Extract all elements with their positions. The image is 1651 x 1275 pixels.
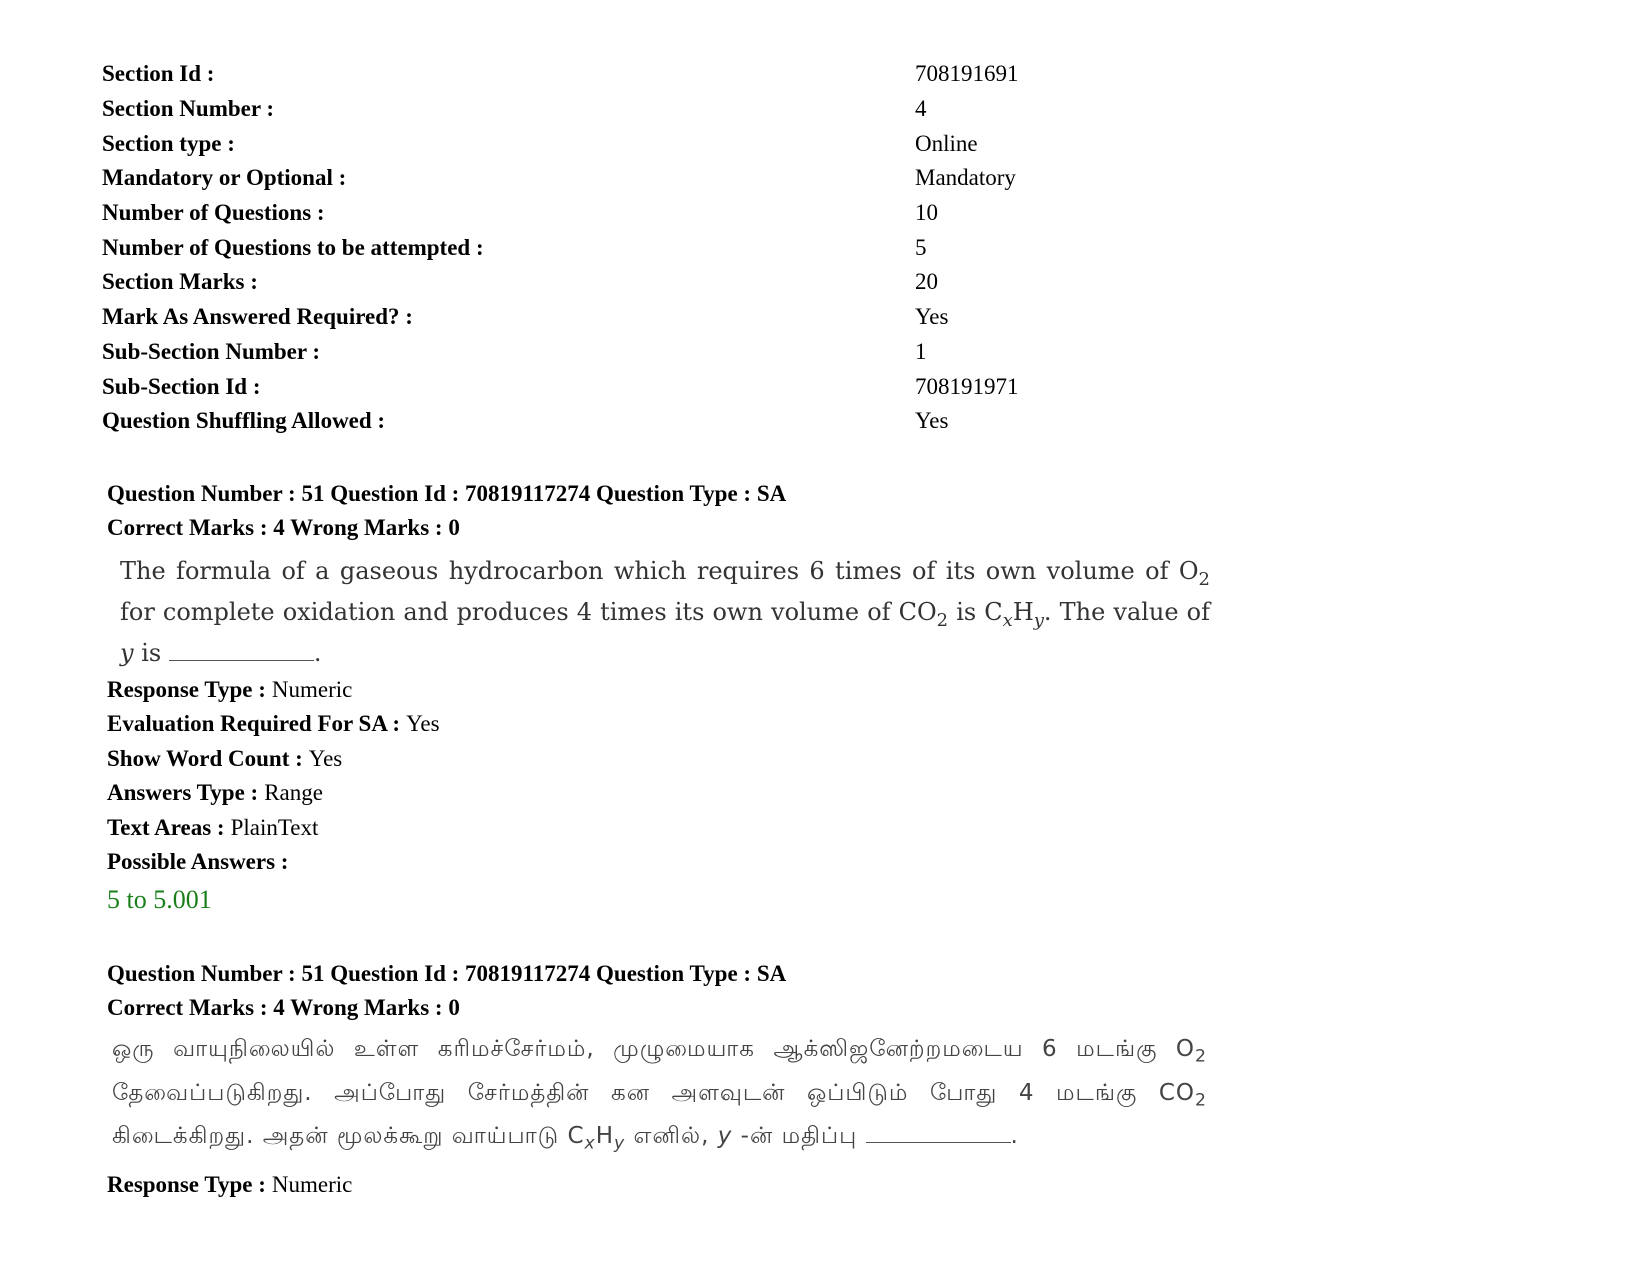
question-text: ஒரு வாயுநிலையில் உள்ள கரிமச்சேர்மம், முழுமையாக ஆக்ஸிஜனேற்றமடைய 6 மடங்கு $O_2$ தேவைப்படுகிறது. அப்போது சேர்மத்தின் கன அளவுடன் ஒப்பிடும் போது 4 மடங்கு $CO_2$ கிடைக்கிறது. அதன் மூலக்கூறு வாய்பாடு $C_xH_y$ எனில், y -ன் மதிப்பு .	[112, 1036, 1207, 1154]
info-label: Section Id :	[102, 61, 215, 87]
detail-row: Show Word Count : Yes	[107, 745, 343, 771]
question-text: The formula of a gaseous hydrocarbon which requires 6 times of its own volume of $O_2$ for complete oxidation and produces 4 times its own volume of $CO_2$ is $C_xH_y$. The value of y is .	[120, 557, 1211, 667]
info-label: Sub-Section Number :	[102, 338, 321, 364]
detail-row: Response Type : Numeric	[107, 676, 353, 702]
section-info-table	[102, 57, 1302, 439]
info-label: Number of Questions to be attempted :	[102, 234, 484, 260]
detail-row: Text Areas : PlainText	[107, 814, 319, 840]
detail-row: Possible Answers :	[107, 849, 289, 875]
info-label: Number of Questions :	[102, 200, 325, 226]
answer-blank	[866, 1122, 1011, 1143]
detail-row: Response Type : Numeric	[107, 1172, 353, 1198]
question-marks: Correct Marks : 4 Wrong Marks : 0	[107, 995, 460, 1020]
question-header: Question Number : 51 Question Id : 70819117274 Question Type : SA	[107, 481, 787, 506]
info-label: Section type :	[102, 130, 235, 156]
detail-row: Evaluation Required For SA : Yes	[107, 711, 440, 737]
info-row	[102, 404, 1302, 439]
info-value: 708191971	[915, 373, 1019, 399]
info-value: 1	[915, 338, 927, 364]
info-row	[102, 57, 1302, 92]
info-label: Mandatory or Optional :	[102, 165, 347, 191]
question-details	[107, 1168, 1207, 1203]
detail-row: Answers Type : Range	[107, 780, 323, 806]
info-value: Online	[915, 130, 978, 156]
question-details	[107, 673, 1210, 920]
info-value: 20	[915, 269, 938, 295]
answer-blank	[169, 640, 314, 661]
info-row	[102, 92, 1302, 127]
info-row	[102, 369, 1302, 404]
info-value: 10	[915, 200, 938, 226]
info-row	[102, 126, 1302, 161]
question-header: Question Number : 51 Question Id : 70819117274 Question Type : SA	[107, 961, 787, 986]
info-label: Question Shuffling Allowed :	[102, 408, 386, 434]
info-value: Yes	[915, 408, 949, 434]
info-label: Section Marks :	[102, 269, 258, 295]
info-label: Mark As Answered Required? :	[102, 304, 413, 330]
info-row	[102, 196, 1302, 231]
info-row	[102, 335, 1302, 370]
info-value: Yes	[915, 304, 949, 330]
question-marks: Correct Marks : 4 Wrong Marks : 0	[107, 515, 460, 540]
info-value: Mandatory	[915, 165, 1016, 191]
info-row	[102, 161, 1302, 196]
possible-answer: 5 to 5.001	[107, 884, 212, 914]
info-value: 708191691	[915, 61, 1019, 87]
question-block-tamil	[107, 957, 1207, 1202]
info-row	[102, 265, 1302, 300]
info-value: 4	[915, 96, 927, 122]
info-row	[102, 300, 1302, 335]
info-value: 5	[915, 234, 927, 260]
question-block-english	[107, 477, 1210, 920]
info-row	[102, 230, 1302, 265]
info-label: Section Number :	[102, 96, 275, 122]
info-label: Sub-Section Id :	[102, 373, 261, 399]
